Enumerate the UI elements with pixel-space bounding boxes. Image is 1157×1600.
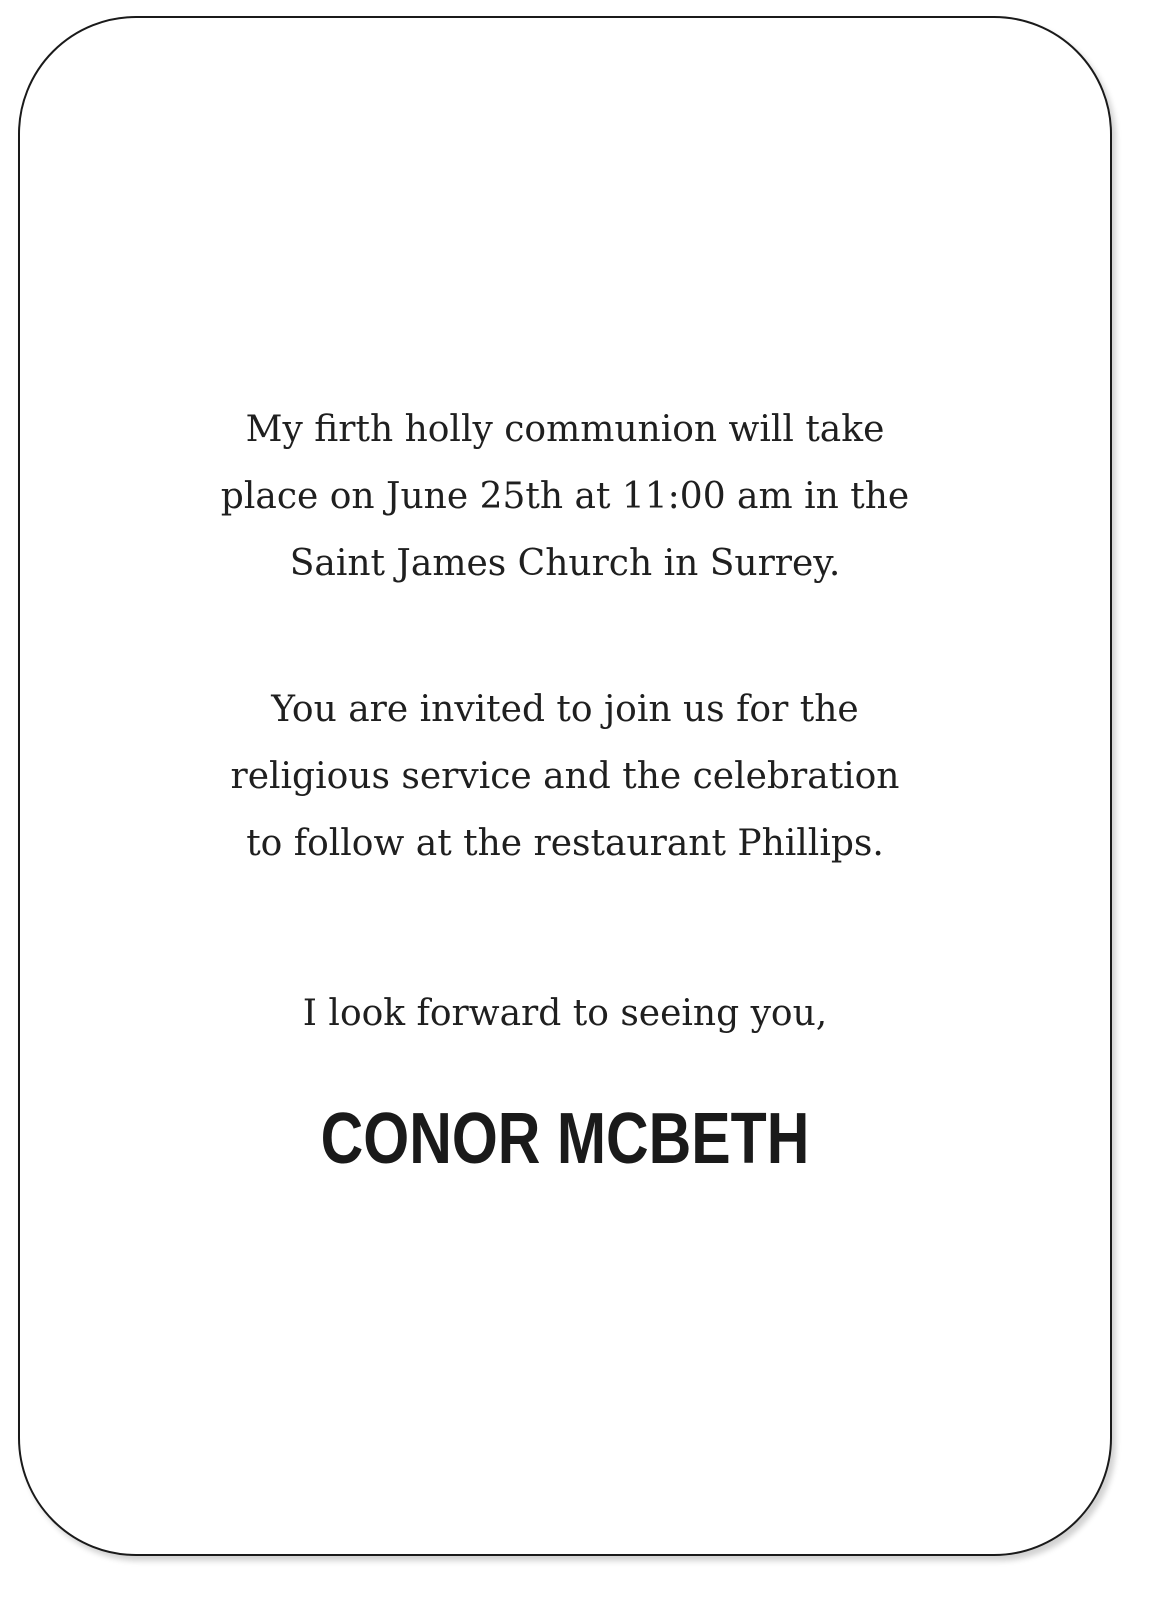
invitation-line: religious service and the celebration [230,756,900,797]
details-line: Saint James Church in Surrey. [289,543,841,584]
details-line: place on June 25th at 11:00 am in the [220,476,910,517]
invitation-line: to follow at the restaurant Phillips. [246,823,884,864]
invitation-line: You are invited to join us for the [271,689,859,730]
details-paragraph [20,396,1110,597]
invitation-paragraph [20,676,1110,877]
details-line: My firth holly communion will take [245,409,885,450]
invitation-card [18,16,1112,1556]
closing-paragraph [20,980,1110,1047]
closing-line: I look forward to seeing you, [302,993,828,1034]
signature-name: CONOR MCBETH [320,1099,810,1179]
